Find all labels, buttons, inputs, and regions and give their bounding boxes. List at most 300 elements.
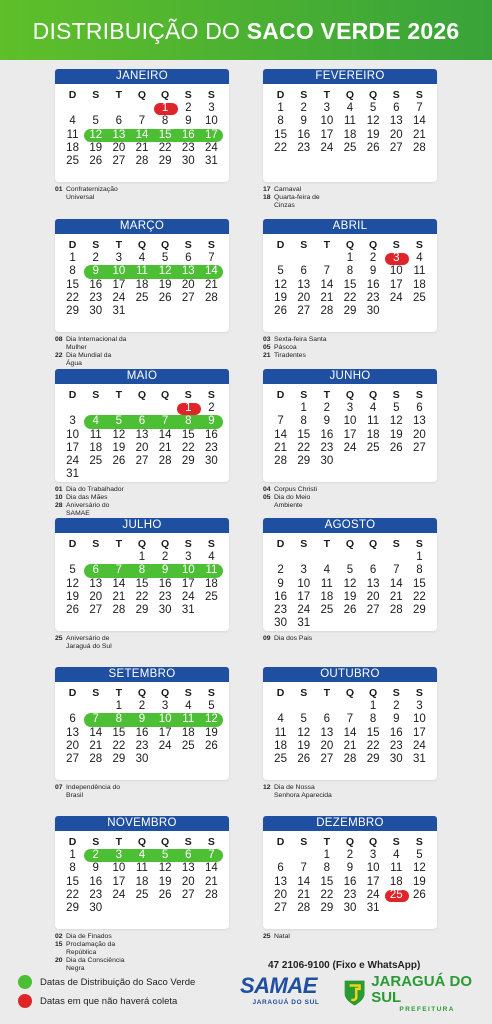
day-cell: 26 — [112, 455, 126, 468]
day-cell: 7 — [277, 415, 284, 428]
day-cell: 10 — [112, 862, 126, 875]
day-cell: 18 — [89, 441, 103, 454]
city-logo-sub: PREFEITURA — [399, 1005, 455, 1013]
holiday-day: 04 — [263, 486, 271, 493]
day-cell: 19 — [205, 726, 218, 739]
month-title: ABRIL — [263, 219, 437, 234]
day-cell: 12 — [274, 278, 287, 291]
weekday-header: S — [392, 239, 400, 251]
distribution-day: 12 — [154, 265, 177, 278]
day-cell: 24 — [181, 590, 195, 603]
day-cell: 10 — [343, 415, 357, 428]
month-grid — [55, 831, 229, 915]
weekday-header: Q — [369, 836, 378, 848]
day-cell: 20 — [181, 875, 195, 888]
day-cell: 22 — [181, 441, 195, 454]
holiday-note — [55, 336, 235, 352]
holiday-name: Dia Internacional da Mulher — [66, 336, 127, 351]
day-cell: 8 — [161, 115, 169, 128]
day-cell: 28 — [320, 305, 334, 318]
weekday-header: Q — [345, 836, 355, 848]
day-cell: 22 — [274, 141, 287, 154]
day-cell: 3 — [185, 551, 192, 563]
day-cell: 21 — [297, 888, 311, 901]
holiday-note — [263, 494, 443, 510]
day-cell: 29 — [66, 305, 79, 318]
day-cell: 8 — [69, 862, 76, 875]
day-cell: 23 — [366, 291, 380, 304]
day-cell: 10 — [366, 862, 380, 875]
day-cell: 22 — [413, 590, 426, 603]
weekday-header: T — [115, 89, 123, 101]
day-cell: 26 — [389, 441, 403, 454]
day-cell: 5 — [161, 252, 169, 264]
day-cell: 11 — [274, 726, 287, 739]
weekday-header: Q — [345, 389, 355, 401]
day-cell: 6 — [323, 713, 331, 726]
weekday-header: Q — [369, 389, 378, 401]
weekday-header: S — [392, 687, 400, 699]
day-cell: 31 — [66, 468, 79, 481]
day-cell: 15 — [112, 726, 126, 739]
weekday-header: S — [415, 239, 423, 251]
day-cell: 17 — [181, 577, 195, 590]
day-cell: 27 — [66, 753, 79, 766]
holiday-note — [55, 186, 235, 202]
city-logo-word: JARAGUÁ DO SUL — [371, 972, 473, 1006]
distribution-day: 6 — [84, 564, 107, 577]
day-cell: 27 — [274, 902, 287, 915]
day-cell: 11 — [367, 415, 380, 428]
day-cell: 29 — [413, 604, 426, 617]
empty-cell — [362, 551, 385, 564]
month-grid — [263, 533, 437, 631]
month-holidays — [263, 784, 443, 800]
holiday-name: Dia de Nossa Senhora Aparecida — [274, 784, 332, 799]
day-cell: 16 — [135, 726, 149, 739]
day-cell: 20 — [320, 739, 334, 752]
holiday-note — [263, 352, 443, 360]
distribution-day: 7 — [107, 564, 130, 577]
holiday-name: Tiradentes — [274, 352, 306, 359]
weekday-header: S — [92, 389, 100, 401]
day-cell: 29 — [343, 305, 357, 318]
day-cell: 26 — [158, 888, 172, 901]
day-cell: 10 — [66, 428, 79, 441]
day-cell: 3 — [208, 102, 215, 114]
day-cell: 16 — [205, 428, 218, 441]
day-cell: 8 — [300, 415, 307, 428]
weekday-header: Q — [137, 538, 147, 550]
day-cell: 20 — [89, 590, 103, 603]
day-cell: 12 — [389, 415, 403, 428]
day-cell: 16 — [274, 590, 287, 603]
weekday-header: T — [115, 239, 123, 251]
day-cell: 24 — [112, 291, 126, 304]
day-cell: 18 — [135, 278, 149, 291]
day-cell: 2 — [346, 849, 354, 861]
weekday-header: Q — [161, 836, 170, 848]
day-cell: 28 — [389, 604, 403, 617]
holiday-day: 02 — [55, 933, 63, 940]
empty-cell — [61, 102, 84, 115]
holiday-note — [55, 933, 235, 941]
day-cell: 26 — [297, 753, 311, 766]
day-cell: 8 — [277, 115, 284, 128]
day-cell: 29 — [66, 902, 79, 915]
holiday-day: 01 — [55, 486, 63, 493]
weekday-header: D — [68, 239, 77, 251]
holiday-note — [263, 635, 443, 643]
day-cell: 30 — [89, 902, 103, 915]
holiday-day: 08 — [55, 336, 63, 343]
weekday-header: S — [300, 239, 308, 251]
page-title — [0, 0, 492, 60]
day-cell: 15 — [413, 577, 426, 590]
month-grid — [55, 234, 229, 318]
weekday-header: T — [323, 687, 331, 699]
weekday-header: S — [392, 389, 400, 401]
day-cell: 30 — [89, 305, 103, 318]
day-cell: 30 — [389, 753, 403, 766]
day-cell: 25 — [343, 141, 357, 154]
day-cell: 25 — [274, 753, 287, 766]
weekday-header: S — [207, 687, 215, 699]
day-cell: 27 — [112, 155, 126, 168]
weekday-header: S — [415, 89, 423, 101]
holiday-day: 05 — [263, 344, 271, 351]
weekday-header: S — [300, 389, 308, 401]
day-cell: 1 — [346, 252, 354, 264]
holiday-day: 28 — [55, 502, 63, 509]
day-cell: 11 — [89, 428, 102, 441]
month-holidays — [263, 933, 443, 941]
day-cell: 7 — [346, 713, 354, 726]
day-cell: 2 — [277, 564, 284, 577]
holiday-day: 21 — [263, 352, 271, 359]
day-cell: 20 — [135, 441, 149, 454]
day-cell: 2 — [323, 402, 331, 414]
day-cell: 24 — [413, 739, 426, 752]
holiday-day: 18 — [263, 194, 271, 201]
empty-cell — [315, 252, 338, 265]
day-cell: 30 — [274, 617, 287, 630]
holiday-note — [55, 957, 235, 973]
empty-cell — [84, 402, 107, 415]
day-cell: 15 — [274, 128, 287, 141]
day-cell: 5 — [300, 713, 307, 726]
holiday-name: Dia de Finados — [66, 933, 112, 940]
day-cell: 22 — [320, 888, 334, 901]
weekday-header: T — [115, 836, 123, 848]
day-cell: 31 — [181, 604, 195, 617]
day-cell: 23 — [181, 141, 195, 154]
month-holidays — [55, 635, 235, 651]
day-cell: 19 — [413, 875, 426, 888]
day-cell: 14 — [158, 428, 172, 441]
distribution-day: 4 — [84, 415, 107, 428]
day-cell: 18 — [413, 278, 426, 291]
day-cell: 20 — [181, 278, 195, 291]
day-cell: 13 — [413, 415, 426, 428]
empty-cell — [292, 849, 315, 862]
day-cell: 16 — [366, 278, 380, 291]
contact-phone: 47 2106-9100 (Fixo e WhatsApp) — [268, 960, 421, 971]
day-cell: 14 — [320, 278, 334, 291]
day-cell: 23 — [343, 888, 357, 901]
empty-cell — [269, 252, 292, 265]
day-cell: 21 — [343, 739, 357, 752]
day-cell: 31 — [205, 155, 218, 168]
day-cell: 14 — [205, 862, 218, 875]
month-title: JANEIRO — [55, 69, 229, 84]
day-cell: 19 — [366, 128, 380, 141]
day-cell: 30 — [205, 455, 218, 468]
holiday-note — [55, 494, 235, 502]
day-cell: 4 — [393, 849, 400, 861]
day-cell: 13 — [274, 875, 287, 888]
empty-cell — [269, 402, 292, 415]
day-cell: 15 — [66, 875, 79, 888]
day-cell: 13 — [66, 726, 79, 739]
day-cell: 20 — [389, 128, 403, 141]
red-dot-icon — [18, 994, 32, 1008]
month-holidays — [55, 336, 235, 368]
weekday-header: D — [68, 389, 77, 401]
day-cell: 15 — [320, 875, 334, 888]
day-cell: 13 — [181, 862, 195, 875]
month-title: SETEMBRO — [55, 667, 229, 682]
day-cell: 25 — [135, 291, 149, 304]
weekday-header: T — [323, 239, 331, 251]
day-cell: 14 — [389, 577, 403, 590]
day-cell: 17 — [320, 128, 334, 141]
no-collection-day: 3 — [385, 252, 408, 265]
weekday-header: T — [323, 538, 331, 550]
holiday-name: Páscoa — [274, 344, 297, 351]
weekday-header: D — [276, 89, 285, 101]
distribution-day: 4 — [130, 849, 153, 862]
month-title: OUTUBRO — [263, 667, 437, 682]
holiday-day: 17 — [263, 186, 271, 193]
weekday-header: S — [184, 538, 192, 550]
month-title: JUNHO — [263, 369, 437, 384]
distribution-day: 11 — [200, 564, 223, 577]
day-cell: 8 — [346, 265, 354, 278]
month-card — [55, 69, 229, 182]
day-cell: 17 — [158, 726, 172, 739]
day-cell: 6 — [393, 102, 400, 114]
distribution-day: 8 — [177, 415, 200, 428]
holiday-note — [263, 336, 443, 344]
day-cell: 4 — [185, 700, 192, 712]
day-cell: 19 — [66, 590, 79, 603]
weekday-header: D — [68, 687, 77, 699]
day-cell: 25 — [413, 291, 426, 304]
month-title: FEVEREIRO — [263, 69, 437, 84]
legend-no-collection — [18, 994, 177, 1008]
weekday-header: D — [276, 239, 285, 251]
empty-cell — [338, 700, 361, 713]
day-cell: 1 — [69, 849, 76, 861]
holiday-name: Independência do Brasil — [66, 784, 121, 799]
day-cell: 14 — [89, 726, 103, 739]
day-cell: 8 — [416, 564, 423, 577]
empty-cell — [107, 102, 130, 115]
weekday-header: T — [115, 687, 123, 699]
day-cell: 14 — [343, 726, 357, 739]
day-cell: 14 — [297, 875, 311, 888]
distribution-day: 10 — [154, 713, 177, 726]
day-cell: 3 — [346, 402, 354, 414]
empty-cell — [154, 402, 177, 415]
holiday-day: 25 — [263, 933, 271, 940]
day-cell: 3 — [115, 252, 123, 264]
day-cell: 17 — [112, 278, 126, 291]
legend-no-collection-label: Datas em que não haverá coleta — [40, 995, 178, 1007]
empty-cell — [292, 252, 315, 265]
day-cell: 4 — [346, 102, 354, 114]
weekday-header: S — [207, 389, 215, 401]
holiday-note — [263, 933, 443, 941]
day-cell: 5 — [277, 265, 284, 278]
weekday-header: Q — [161, 239, 170, 251]
day-cell: 24 — [112, 888, 126, 901]
weekday-header: Q — [369, 538, 378, 550]
day-cell: 1 — [416, 551, 423, 563]
day-cell: 1 — [69, 252, 76, 264]
day-cell: 25 — [89, 455, 103, 468]
month-holidays — [263, 186, 443, 210]
month-card — [263, 69, 437, 182]
weekday-header: D — [68, 89, 77, 101]
day-cell: 16 — [89, 875, 103, 888]
weekday-header: S — [184, 89, 192, 101]
holiday-name: Dia das Mães — [66, 494, 108, 501]
distribution-day: 15 — [154, 129, 177, 142]
day-cell: 22 — [66, 888, 79, 901]
weekday-header: Q — [137, 687, 147, 699]
day-cell: 28 — [413, 141, 426, 154]
day-cell: 3 — [323, 102, 331, 114]
day-cell: 11 — [390, 862, 403, 875]
day-cell: 7 — [323, 265, 331, 278]
day-cell: 6 — [416, 402, 423, 414]
day-cell: 30 — [158, 604, 172, 617]
day-cell: 26 — [343, 604, 357, 617]
day-cell: 2 — [185, 102, 192, 114]
day-cell: 5 — [416, 849, 423, 861]
weekday-header: S — [415, 687, 423, 699]
weekday-header: D — [276, 389, 285, 401]
day-cell: 4 — [138, 252, 146, 264]
samae-logo-sub: JARAGUÁ DO SUL — [252, 999, 320, 1006]
month-holidays — [263, 336, 443, 360]
day-cell: 29 — [320, 902, 334, 915]
distribution-day: 5 — [154, 849, 177, 862]
holiday-name: Carnaval — [274, 186, 302, 193]
holiday-day: 15 — [55, 941, 63, 948]
day-cell: 20 — [66, 739, 79, 752]
day-cell: 30 — [181, 155, 195, 168]
day-cell: 28 — [205, 888, 218, 901]
month-holidays — [263, 486, 443, 510]
day-cell: 26 — [413, 888, 426, 901]
weekday-header: S — [92, 687, 100, 699]
day-cell: 5 — [208, 700, 215, 712]
day-cell: 7 — [138, 115, 146, 128]
day-cell: 9 — [185, 115, 192, 128]
weekday-header: D — [276, 687, 285, 699]
day-cell: 2 — [138, 700, 146, 712]
day-cell: 29 — [112, 753, 126, 766]
day-cell: 26 — [66, 604, 79, 617]
holiday-name: Dia Mundial da Água — [66, 352, 112, 367]
day-cell: 23 — [158, 590, 172, 603]
weekday-header: Q — [161, 687, 170, 699]
day-cell: 28 — [135, 155, 149, 168]
day-cell: 4 — [369, 402, 377, 414]
distribution-day: 16 — [177, 129, 200, 142]
day-cell: 21 — [205, 278, 218, 291]
holiday-note — [55, 941, 235, 957]
day-cell: 28 — [205, 291, 218, 304]
day-cell: 12 — [112, 428, 126, 441]
weekday-header: D — [68, 538, 77, 550]
day-cell: 2 — [161, 551, 169, 563]
day-cell: 18 — [205, 577, 218, 590]
empty-cell — [338, 551, 361, 564]
distribution-day: 9 — [154, 564, 177, 577]
day-cell: 5 — [92, 115, 99, 128]
holiday-day: 25 — [55, 635, 63, 642]
weekday-header: S — [415, 836, 423, 848]
holiday-name: Proclamação da República — [66, 941, 116, 956]
month-card — [263, 219, 437, 332]
day-cell: 4 — [323, 564, 331, 577]
day-cell: 31 — [297, 617, 311, 630]
day-cell: 1 — [115, 700, 123, 712]
day-cell: 16 — [158, 577, 172, 590]
day-cell: 8 — [323, 862, 331, 875]
title-part-2: SACO VERDE 2026 — [246, 18, 460, 44]
distribution-day: 12 — [84, 129, 107, 142]
day-cell: 20 — [297, 291, 311, 304]
day-cell: 24 — [158, 739, 172, 752]
day-cell: 12 — [158, 862, 172, 875]
day-cell: 5 — [346, 564, 354, 577]
empty-cell — [315, 551, 338, 564]
day-cell: 27 — [135, 455, 149, 468]
day-cell: 17 — [343, 428, 357, 441]
day-cell: 18 — [389, 875, 403, 888]
empty-cell — [84, 102, 107, 115]
weekday-header: D — [68, 836, 77, 848]
day-cell: 27 — [181, 291, 195, 304]
day-cell: 17 — [366, 875, 380, 888]
day-cell: 26 — [158, 291, 172, 304]
weekday-header: S — [300, 89, 308, 101]
day-cell: 18 — [135, 875, 149, 888]
day-cell: 1 — [277, 102, 284, 114]
distribution-day: 7 — [154, 415, 177, 428]
weekday-header: Q — [137, 89, 147, 101]
day-cell: 13 — [135, 428, 149, 441]
distribution-day: 11 — [130, 265, 153, 278]
day-cell: 30 — [366, 305, 380, 318]
day-cell: 19 — [389, 428, 403, 441]
day-cell: 25 — [320, 604, 334, 617]
